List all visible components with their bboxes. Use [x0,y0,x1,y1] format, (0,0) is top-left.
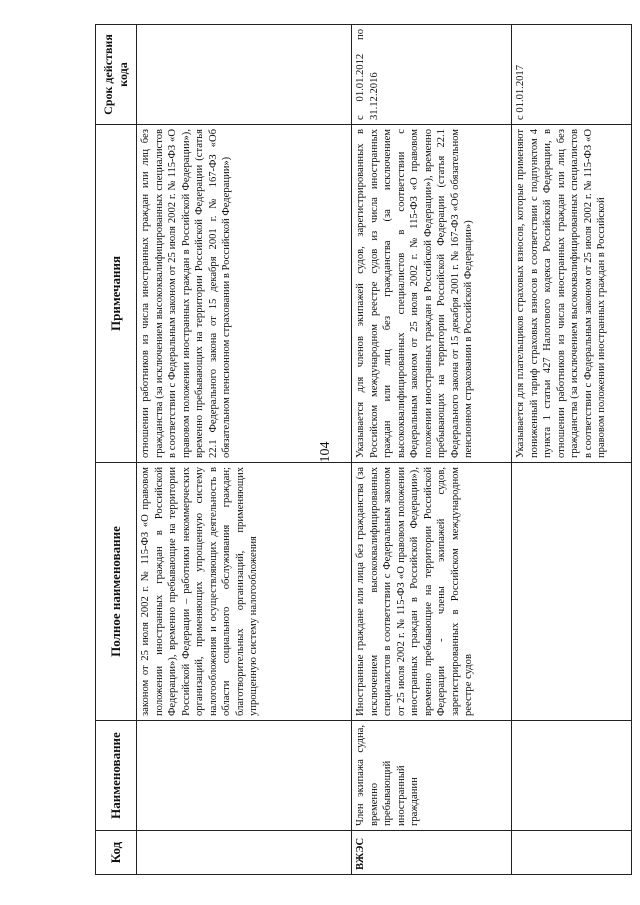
cell-term: с 01.01.2017 [512,25,632,125]
cell-code: ВЖЭС [352,831,512,875]
codes-table [95,24,632,875]
table-row [137,25,352,875]
cell-term: с 01.01.2012 по 31.12.2016 [352,25,512,125]
header-notes: Примечания [96,125,137,463]
table-header-row [96,25,137,875]
cell-full-name: законом от 25 июля 2002 г. № 115-ФЗ «О правовом положении иностранных граждан в Российской Федерации»), временно пребывающие на территории Российской Федерации – работники некоммерческих организаций, применяющих упрощенную систему налогообложения и осуществляющих деятельность в области социального обслуживания граждан; благотворительных организаций, применяющих упрощенную систему налогообложения [137,463,352,721]
cell-full-name [512,463,632,721]
header-term: Срок действия кода [96,25,137,125]
header-name: Наименование [96,721,137,831]
cell-code [512,831,632,875]
cell-full-name: Иностранные граждане или лица без гражданства (за исключением высококвалифицированных специалистов в соответствии с Федеральным законом от 25 июля 2002 г. № 115-ФЗ «О правовом положении иностранных граждан в Российской Федерации»), временно пребывающие на территории Российской Федерации - члены экипажей судов, зарегистрированных в Российском международном реестре судов [352,463,512,721]
header-full-name: Полное наименование [96,463,137,721]
cell-name [512,721,632,831]
cell-term [137,25,352,125]
cell-code [137,831,352,875]
cell-notes: Указывается для членов экипажей судов, зарегистрированных в Российском международном реестре судов из числа иностранных граждан или лиц без гражданства (за исключением высококвалифицированных специалистов в соответствии с Федеральным законом от 25 июля 2002 г. № 115-ФЗ «О правовом положении иностранных граждан в Российской Федерации»), временно пребывающих на территории Российской Федерации (статья 22.1 Федерального закона от 15 декабря 2001 г. № 167-ФЗ «Об обязательном пенсионном страховании в Российской Федерации») [352,125,512,463]
header-code: Код [96,831,137,875]
table-row [512,25,632,875]
cell-name [137,721,352,831]
rotated-table-container [95,25,617,875]
table-row [352,25,512,875]
page-number: 104 [318,441,333,463]
cell-name: Член экипажа судна, временно пребывающий иностранный гражданин [352,721,512,831]
cell-notes: Указывается для плательщиков страховых взносов, которые применяют пониженный тариф страховых взносов в соответствии с подпунктом 4 пункта 1 статьи 427 Налогового кодекса Российской Федерации, в отношении работников из числа иностранных граждан или лиц без гражданства (за исключением высококвалифицированных специалистов в соответствии с Федеральным законом от 25 июля 2002 г. № 115-ФЗ «О правовом положении иностранных граждан в Российской [512,125,632,463]
cell-notes: отношении работников из числа иностранных граждан или лиц без гражданства (за исключением высококвалифицированных специалистов в соответствии с Федеральным законом от 25 июля 2002 г. № 115-ФЗ «О правовом положении иностранных граждан в Российской Федерации»), временно пребывающих на территории Российской Федерации (статья 22.1 Федерального закона от 15 декабря 2001 г. № 167-ФЗ «Об обязательном пенсионном страховании в Российской Федерации») [137,125,352,463]
